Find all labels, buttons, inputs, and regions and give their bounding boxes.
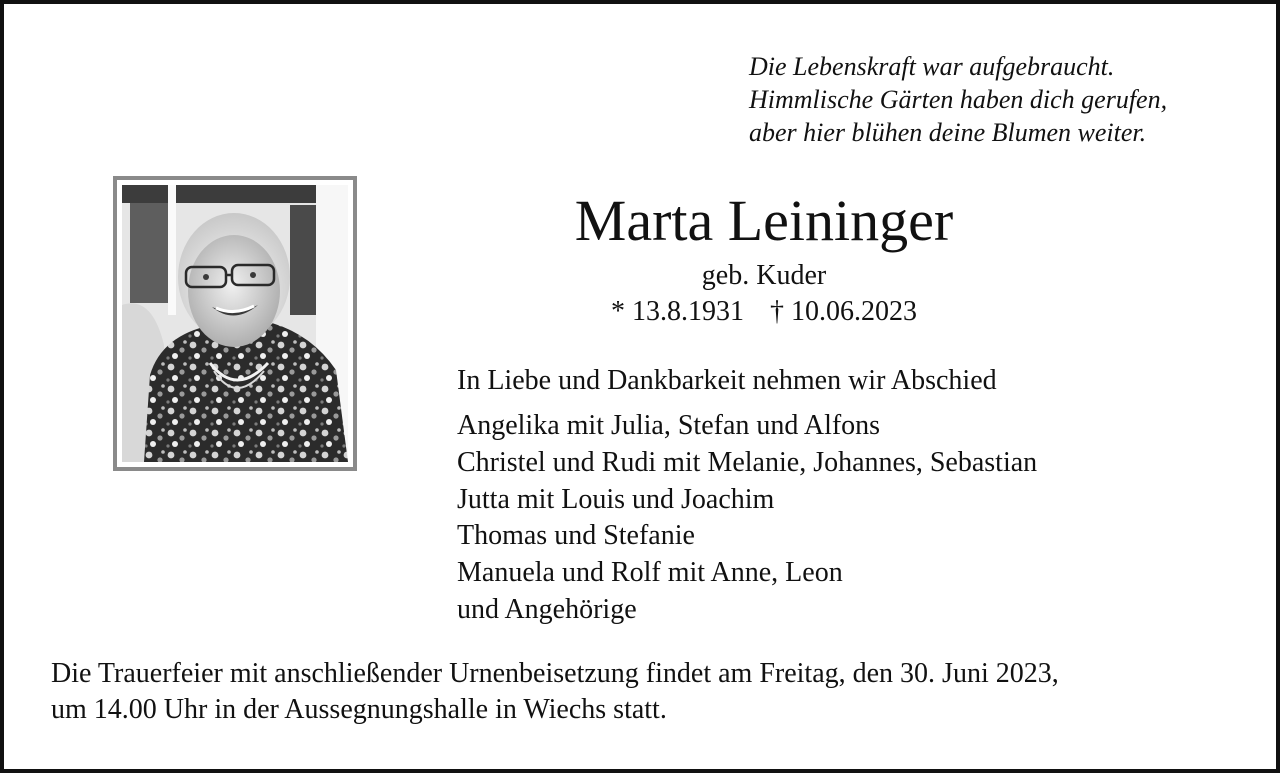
farewell-text: In Liebe und Dankbarkeit nehmen wir Abschied bbox=[457, 365, 997, 396]
birth-date: * 13.8.1931 bbox=[611, 296, 744, 327]
funeral-service-info bbox=[51, 656, 1059, 728]
verse-line: aber hier blühen deine Blumen weiter. bbox=[749, 118, 1147, 147]
verse-line: Himmlische Gärten haben dich gerufen, bbox=[749, 85, 1168, 114]
service-line: um 14.00 Uhr in der Aussegnungshalle in Wiechs statt. bbox=[51, 694, 667, 725]
mourners-list bbox=[457, 408, 1037, 629]
mourner-line: und Angehörige bbox=[457, 593, 637, 625]
mourner-line: Jutta mit Louis und Joachim bbox=[457, 483, 775, 515]
death-date: † 10.06.2023 bbox=[770, 296, 917, 327]
mourner-line: Angelika mit Julia, Stefan und Alfons bbox=[457, 410, 881, 441]
mourner-line: Thomas und Stefanie bbox=[457, 520, 695, 552]
deceased-name: Marta Leininger bbox=[574, 188, 954, 253]
mourner-line: Manuela und Rolf mit Anne, Leon bbox=[457, 557, 843, 589]
life-dates bbox=[484, 294, 1044, 330]
service-line: Die Trauerfeier mit anschließender Urnenbeisetzung findet am Freitag, den 30. Juni 2023, bbox=[51, 658, 1059, 689]
portrait-photo bbox=[122, 185, 348, 462]
portrait-frame bbox=[113, 176, 357, 471]
verse-line: Die Lebenskraft war aufgebraucht. bbox=[749, 52, 1115, 81]
maiden-name: geb. Kuder bbox=[701, 260, 827, 291]
mourner-line: Christel und Rudi mit Melanie, Johannes, Sebastian bbox=[457, 446, 1038, 478]
memorial-verse bbox=[749, 50, 1167, 149]
